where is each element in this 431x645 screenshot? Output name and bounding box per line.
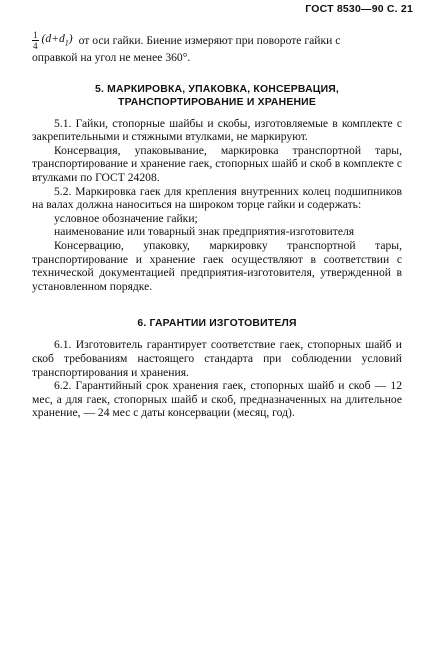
paragraph-5-1: 5.1. Гайки, стопорные шайбы и скобы, изготовляемые в комплекте с закрепительными и стяжными втулками, не маркируют. <box>32 116 402 144</box>
paragraph-conservation: Консервацию, упаковку, маркировку транспортной тары, транспортирование и хранение гаек осуществляют в соответствии с технической документацией предприятия-изготовителя, утвержденной в установленном порядке. <box>32 238 402 293</box>
paragraph-6-2: 6.2. Гарантийный срок хранения гаек, стопорных шайб и скоб — 12 мес, а для гаек, стопорных шайб и скоб, предназначенных на длительное хранение, — 24 мес с даты консервации (месяц, год). <box>32 379 402 420</box>
formula-line <box>32 30 402 51</box>
intro-line-1: от оси гайки. Биение измеряют при повороте гайки с <box>78 33 341 47</box>
page-header: ГОСТ 8530—90 С. 21 <box>305 3 413 15</box>
section-5-heading-line-2: ТРАНСПОРТИРОВАНИЕ И ХРАНЕНИЕ <box>118 96 316 108</box>
formula-open: (d+d <box>41 31 65 45</box>
marking-item-designation: условное обозначение гайки; <box>54 211 198 225</box>
paragraph-6-1: 6.1. Изготовитель гарантирует соответствие гаек, стопорных шайб и скоб требованиям настоящего стандарта при соблюдении условий транспортирования и хранения. <box>32 338 402 379</box>
paragraph-5-2: 5.2. Маркировка гаек для крепления внутренних колец подшипников на валах должна наноситься на широком торце гайки и содержать: <box>32 184 402 212</box>
section-5-heading <box>32 83 402 109</box>
marking-item-manufacturer: наименование или товарный знак предприятия-изготовителя <box>54 225 355 239</box>
section-6-heading: 6. ГАРАНТИИ ИЗГОТОВИТЕЛЯ <box>137 318 297 330</box>
formula-close: ) <box>68 31 73 45</box>
fraction-numerator: 1 <box>33 30 38 40</box>
formula-subscript: 1 <box>64 37 69 47</box>
intro-line-2: оправкой на угол не менее 360°. <box>32 51 191 64</box>
section-5-heading-line-1: 5. МАРКИРОВКА, УПАКОВКА, КОНСЕРВАЦИЯ, <box>94 83 340 95</box>
formula-expression <box>42 32 73 50</box>
paragraph-5-1-packaging: Консервация, упаковывание, маркировка транспортной тары, транспортирование и хранение гаек, стопорных шайб и скоб в комплекте с втулками по ГОСТ 24208. <box>32 143 402 184</box>
fraction-denominator: 4 <box>33 41 38 51</box>
fraction <box>32 30 39 51</box>
document-body <box>32 30 402 420</box>
